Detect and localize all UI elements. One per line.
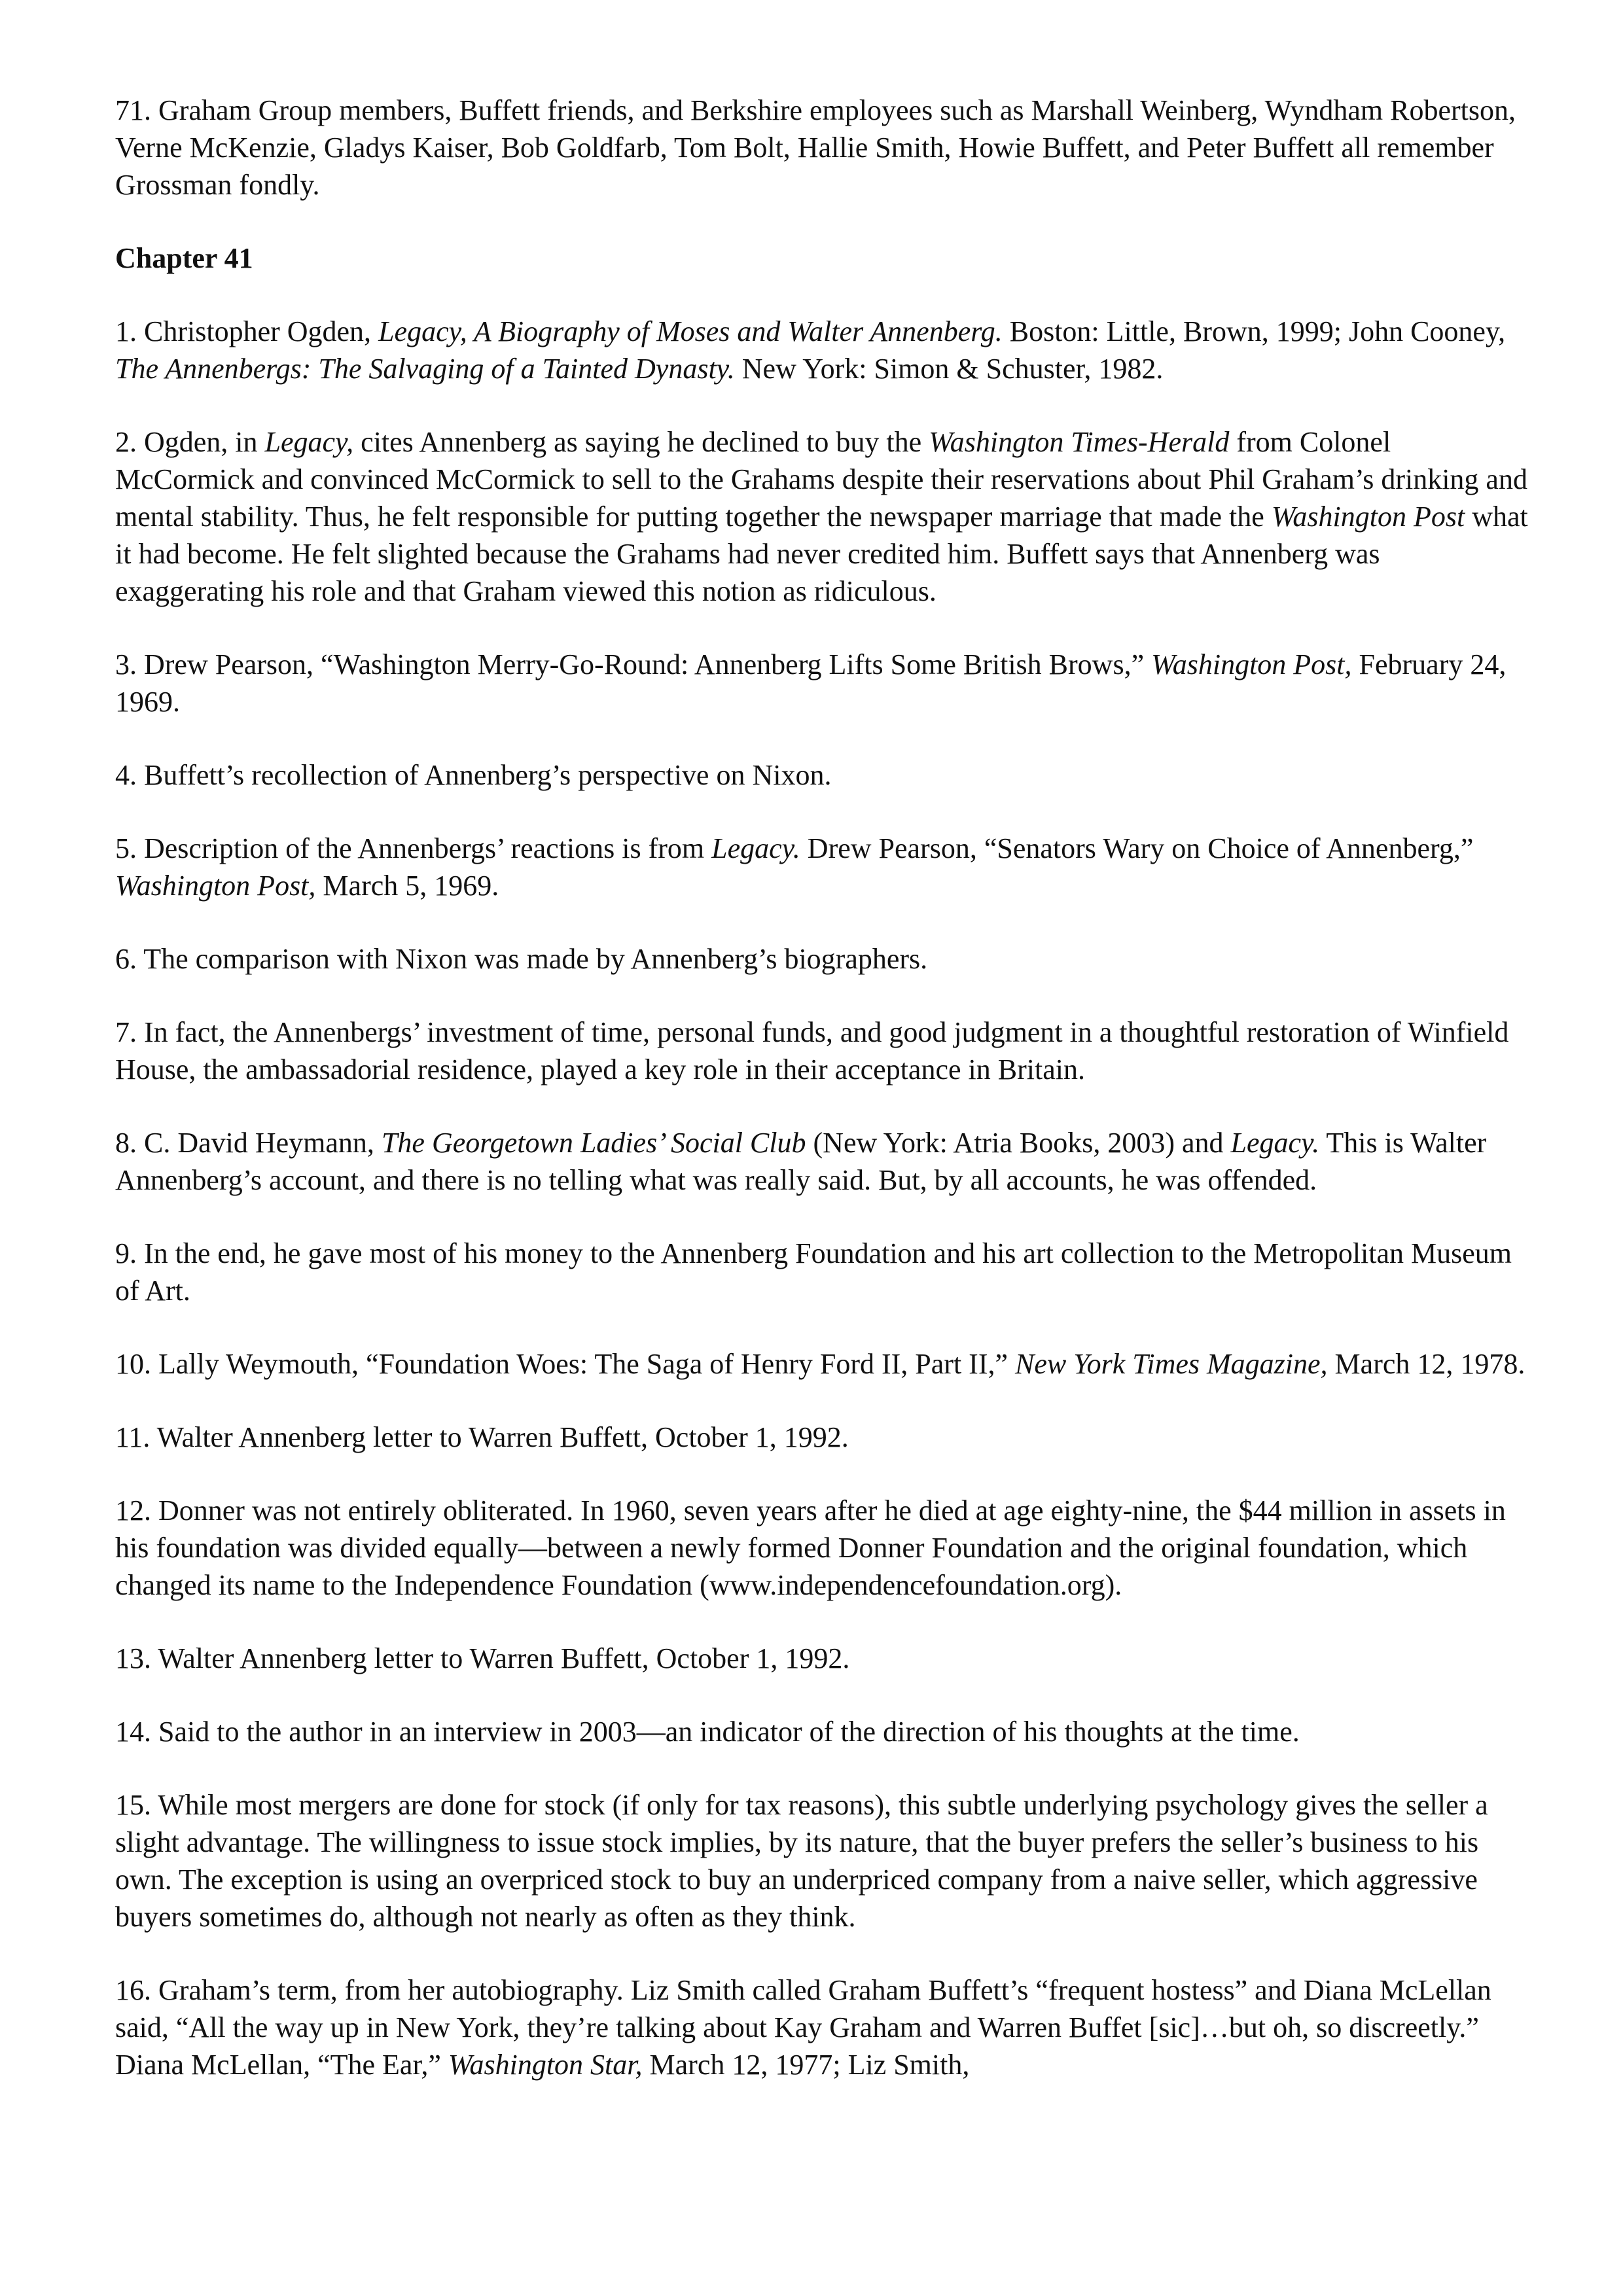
footnote-text: March 12, 1977; Liz Smith, (642, 2049, 970, 2081)
footnote-15: 15. While most mergers are done for stock (if only for tax reasons), this subtle underlying psychology gives the seller a slight advantage. The willingness to issue stock implies, by its nature, that the buyer prefers the seller’s business to his own. The exception is using an overpriced stock to buy an underpriced company from a naive seller, which aggressive buyers sometimes do, although not nearly as often as they think. (115, 1789, 1488, 1933)
footnote-9: 9. In the end, he gave most of his money to the Annenberg Foundation and his art collection to the Metropolitan Museum of Art. (115, 1237, 1512, 1307)
book-title: Legacy. (1230, 1127, 1320, 1159)
footnote-text: 2. Ogden, in (115, 426, 265, 458)
footnote-12: 12. Donner was not entirely obliterated. In 1960, seven years after he died at age eighty-nine, the $44 million in assets in his foundation was divided equally—between a newly formed Donner Foundation and the original foundation, which changed its name to the Independence Foundation (www.independencefoundation.org). (115, 1494, 1506, 1601)
footnote-text: New York: Simon & Schuster, 1982. (734, 353, 1164, 385)
footnote-4: 4. Buffett’s recollection of Annenberg’s perspective on Nixon. (115, 759, 832, 791)
footnote-text: 16. Graham’s term, from her autobiography. Liz Smith called Graham Buffett’s “frequent hostess” and Diana McLellan said, “All the way up in New York, they’re talking about Kay Graham and Warren Buffet [sic]…but oh, so discreetly.” Diana McLellan, “The Ear,” (115, 1974, 1491, 2081)
footnote-text: Drew Pearson, “Senators Wary on Choice of Annenberg,” (800, 832, 1474, 864)
book-title: The Georgetown Ladies’ Social Club (381, 1127, 806, 1159)
footnote-1 (115, 313, 1529, 387)
footnote-10 (115, 1345, 1529, 1383)
book-title: The Annenbergs: The Salvaging of a Tainted Dynasty. (115, 353, 735, 385)
footnote-13: 13. Walter Annenberg letter to Warren Buffett, October 1, 1992. (115, 1642, 850, 1674)
footnote-text: March 5, 1969. (315, 870, 499, 902)
footnote-text: cites Annenberg as saying he declined to buy the (353, 426, 929, 458)
footnote-text: (New York: Atria Books, 2003) and (806, 1127, 1231, 1159)
footnote-text: 10. Lally Weymouth, “Foundation Woes: The Saga of Henry Ford II, Part II,” (115, 1348, 1015, 1380)
chapter-heading: Chapter 41 (115, 242, 253, 274)
book-title: Legacy. (711, 832, 800, 864)
footnote-71: 71. Graham Group members, Buffett friends, and Berkshire employees such as Marshall Weinberg, Wyndham Robertson, Verne McKenzie, Gladys Kaiser, Bob Goldfarb, Tom Bolt, Hallie Smith, Howie Buffett, and Peter Buffett all remember Grossman fondly. (115, 94, 1516, 201)
publication-title: Washington Star, (448, 2049, 643, 2081)
publication-title: Washington Post, (115, 870, 316, 902)
footnote-6: 6. The comparison with Nixon was made by Annenberg’s biographers. (115, 943, 928, 975)
document-page (115, 92, 1529, 2119)
book-title: Legacy, (264, 426, 354, 458)
footnote-16 (115, 1971, 1529, 2083)
publication-title: Washington Post (1271, 501, 1465, 533)
footnote-3 (115, 646, 1529, 720)
book-title: Legacy, A Biography of Moses and Walter Annenberg. (378, 315, 1003, 347)
publication-title: New York Times Magazine, (1015, 1348, 1328, 1380)
footnote-text: This is Walter Annenberg’s account, and there is no telling what was really said. But, by all accounts, he was offended. (115, 1127, 1487, 1196)
footnote-7: 7. In fact, the Annenbergs’ investment of time, personal funds, and good judgment in a thoughtful restoration of Winfield House, the ambassadorial residence, played a key role in their acceptance in Britain. (115, 1016, 1509, 1086)
footnote-text: 8. C. David Heymann, (115, 1127, 382, 1159)
publication-title: Washington Post, (1151, 648, 1352, 680)
footnote-text: 1. Christopher Ogden, (115, 315, 379, 347)
publication-title: Washington Times-Herald (929, 426, 1230, 458)
footnote-text: February 24, 1969. (115, 648, 1507, 718)
footnote-text: from Colonel McCormick and convinced McCormick to sell to the Grahams despite their reservations about Phil Graham’s drinking and mental stability. Thus, he felt responsible for putting together the newspaper marriage that made the (115, 426, 1527, 533)
footnote-2 (115, 423, 1529, 610)
footnote-11: 11. Walter Annenberg letter to Warren Buffett, October 1, 1992. (115, 1421, 849, 1453)
footnote-5 (115, 830, 1529, 904)
footnote-text: 5. Description of the Annenbergs’ reactions is from (115, 832, 712, 864)
footnote-text: what it had become. He felt slighted because the Grahams had never credited him. Buffett says that Annenberg was exaggerating his role and that Graham viewed this notion as ridiculous. (115, 501, 1528, 607)
footnote-8 (115, 1124, 1529, 1199)
footnote-text: 3. Drew Pearson, “Washington Merry-Go-Round: Annenberg Lifts Some British Brows,” (115, 648, 1152, 680)
footnote-text: Boston: Little, Brown, 1999; John Cooney, (1002, 315, 1506, 347)
footnote-14: 14. Said to the author in an interview in 2003—an indicator of the direction of his thoughts at the time. (115, 1716, 1300, 1748)
footnote-text: March 12, 1978. (1327, 1348, 1525, 1380)
